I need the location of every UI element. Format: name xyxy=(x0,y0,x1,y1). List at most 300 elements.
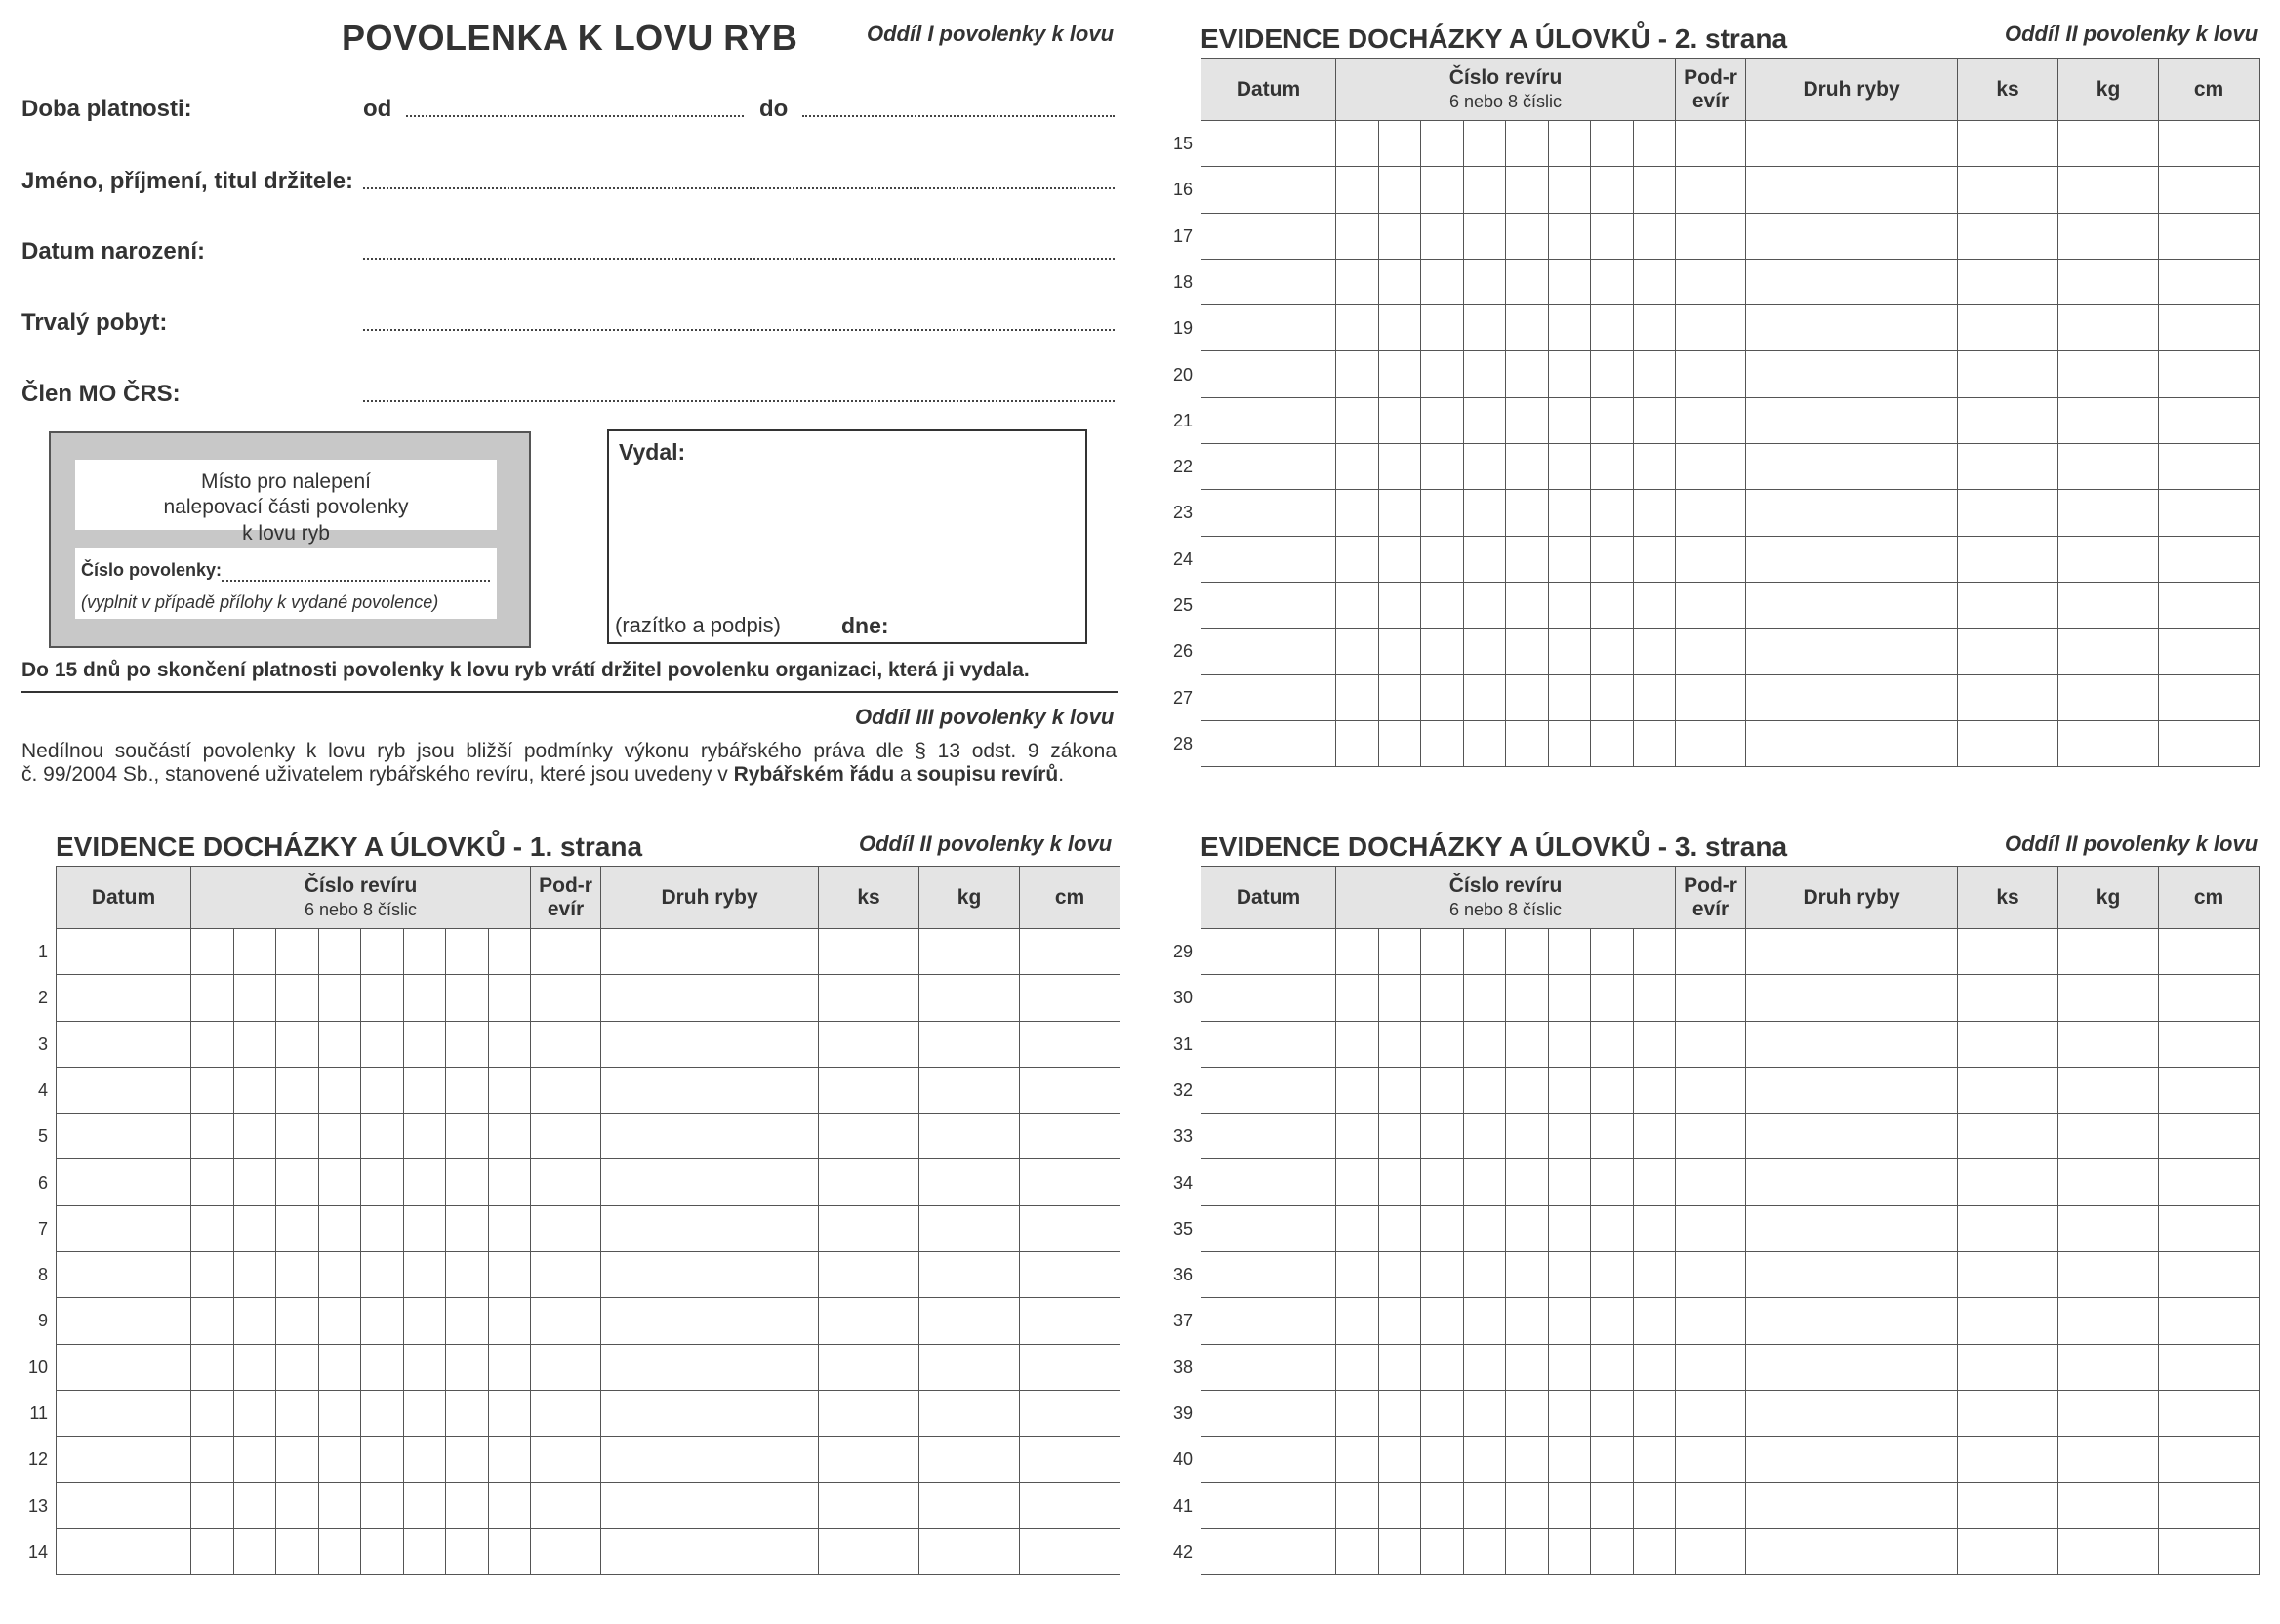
fishery-digit-cell[interactable] xyxy=(488,1021,531,1067)
count-cell[interactable] xyxy=(1958,629,2058,674)
weight-cell[interactable] xyxy=(919,1482,1020,1528)
weight-cell[interactable] xyxy=(2058,629,2159,674)
fishery-digit-cell[interactable] xyxy=(488,975,531,1021)
length-cell[interactable] xyxy=(1020,1528,1120,1574)
subfishery-cell[interactable] xyxy=(1676,1252,1746,1298)
fishery-digit-cell[interactable] xyxy=(1336,351,1379,397)
fishery-digit-cell[interactable] xyxy=(1633,1390,1676,1436)
weight-cell[interactable] xyxy=(2058,1482,2159,1528)
fishery-digit-cell[interactable] xyxy=(276,1298,319,1344)
fishery-digit-cell[interactable] xyxy=(1463,1482,1506,1528)
length-cell[interactable] xyxy=(2159,213,2260,259)
fishery-digit-cell[interactable] xyxy=(1633,444,1676,490)
fishery-digit-cell[interactable] xyxy=(488,1528,531,1574)
fishery-digit-cell[interactable] xyxy=(1421,1344,1464,1390)
count-cell[interactable] xyxy=(1958,1528,2058,1574)
fishery-digit-cell[interactable] xyxy=(1378,1390,1421,1436)
fishery-digit-cell[interactable] xyxy=(488,1067,531,1113)
date-cell[interactable] xyxy=(57,1067,191,1113)
length-cell[interactable] xyxy=(1020,1205,1120,1251)
validity-from-field[interactable] xyxy=(406,115,744,117)
date-cell[interactable] xyxy=(1201,213,1336,259)
fishery-digit-cell[interactable] xyxy=(1548,351,1591,397)
fishery-digit-cell[interactable] xyxy=(1421,629,1464,674)
fishery-digit-cell[interactable] xyxy=(1463,1159,1506,1205)
fishery-digit-cell[interactable] xyxy=(361,1390,404,1436)
length-cell[interactable] xyxy=(2159,167,2260,213)
fishery-digit-cell[interactable] xyxy=(1378,1482,1421,1528)
fishery-digit-cell[interactable] xyxy=(1548,305,1591,351)
fishery-digit-cell[interactable] xyxy=(1633,1205,1676,1251)
fishery-digit-cell[interactable] xyxy=(233,929,276,975)
fishery-digit-cell[interactable] xyxy=(233,1437,276,1482)
species-cell[interactable] xyxy=(1746,1482,1958,1528)
fishery-digit-cell[interactable] xyxy=(233,1482,276,1528)
species-cell[interactable] xyxy=(1746,1114,1958,1159)
species-cell[interactable] xyxy=(1746,121,1958,167)
fishery-digit-cell[interactable] xyxy=(1463,1205,1506,1251)
fishery-digit-cell[interactable] xyxy=(361,975,404,1021)
fishery-digit-cell[interactable] xyxy=(446,1159,489,1205)
fishery-digit-cell[interactable] xyxy=(233,1528,276,1574)
fishery-digit-cell[interactable] xyxy=(1506,582,1549,628)
fishery-digit-cell[interactable] xyxy=(1506,674,1549,720)
fishery-digit-cell[interactable] xyxy=(1463,582,1506,628)
fishery-digit-cell[interactable] xyxy=(1378,1067,1421,1113)
fishery-digit-cell[interactable] xyxy=(1336,1252,1379,1298)
count-cell[interactable] xyxy=(1958,1021,2058,1067)
fishery-digit-cell[interactable] xyxy=(403,1344,446,1390)
fishery-digit-cell[interactable] xyxy=(1633,1252,1676,1298)
fishery-digit-cell[interactable] xyxy=(1548,167,1591,213)
species-cell[interactable] xyxy=(1746,1159,1958,1205)
fishery-digit-cell[interactable] xyxy=(1633,305,1676,351)
subfishery-cell[interactable] xyxy=(531,1344,601,1390)
length-cell[interactable] xyxy=(1020,1390,1120,1436)
weight-cell[interactable] xyxy=(919,1252,1020,1298)
count-cell[interactable] xyxy=(1958,1390,2058,1436)
fishery-digit-cell[interactable] xyxy=(1506,1252,1549,1298)
fishery-digit-cell[interactable] xyxy=(488,1114,531,1159)
fishery-digit-cell[interactable] xyxy=(1421,305,1464,351)
length-cell[interactable] xyxy=(2159,1114,2260,1159)
fishery-digit-cell[interactable] xyxy=(1591,1437,1634,1482)
length-cell[interactable] xyxy=(2159,1252,2260,1298)
length-cell[interactable] xyxy=(1020,1482,1120,1528)
fishery-digit-cell[interactable] xyxy=(191,1528,234,1574)
fishery-digit-cell[interactable] xyxy=(1463,167,1506,213)
fishery-digit-cell[interactable] xyxy=(1591,1159,1634,1205)
fishery-digit-cell[interactable] xyxy=(1506,1344,1549,1390)
fishery-digit-cell[interactable] xyxy=(1463,536,1506,582)
subfishery-cell[interactable] xyxy=(1676,1205,1746,1251)
fishery-digit-cell[interactable] xyxy=(191,1390,234,1436)
fishery-digit-cell[interactable] xyxy=(1378,305,1421,351)
fishery-digit-cell[interactable] xyxy=(1548,674,1591,720)
fishery-digit-cell[interactable] xyxy=(1633,1067,1676,1113)
count-cell[interactable] xyxy=(1958,582,2058,628)
fishery-digit-cell[interactable] xyxy=(1463,259,1506,304)
length-cell[interactable] xyxy=(2159,582,2260,628)
date-cell[interactable] xyxy=(57,1159,191,1205)
fishery-digit-cell[interactable] xyxy=(1336,167,1379,213)
length-cell[interactable] xyxy=(1020,1437,1120,1482)
count-cell[interactable] xyxy=(1958,305,2058,351)
date-cell[interactable] xyxy=(1201,259,1336,304)
fishery-digit-cell[interactable] xyxy=(1421,1298,1464,1344)
count-cell[interactable] xyxy=(819,1021,919,1067)
fishery-digit-cell[interactable] xyxy=(1548,1252,1591,1298)
birth-date-field[interactable] xyxy=(363,258,1115,260)
fishery-digit-cell[interactable] xyxy=(191,1159,234,1205)
weight-cell[interactable] xyxy=(2058,1298,2159,1344)
fishery-digit-cell[interactable] xyxy=(488,1205,531,1251)
subfishery-cell[interactable] xyxy=(1676,1437,1746,1482)
date-cell[interactable] xyxy=(57,1252,191,1298)
subfishery-cell[interactable] xyxy=(531,975,601,1021)
weight-cell[interactable] xyxy=(2058,121,2159,167)
issued-by-box[interactable] xyxy=(607,429,1087,644)
fishery-digit-cell[interactable] xyxy=(1633,490,1676,536)
fishery-digit-cell[interactable] xyxy=(1506,1021,1549,1067)
fishery-digit-cell[interactable] xyxy=(403,1528,446,1574)
species-cell[interactable] xyxy=(601,929,819,975)
fishery-digit-cell[interactable] xyxy=(1421,929,1464,975)
fishery-digit-cell[interactable] xyxy=(1463,213,1506,259)
fishery-digit-cell[interactable] xyxy=(1378,1437,1421,1482)
weight-cell[interactable] xyxy=(2058,582,2159,628)
count-cell[interactable] xyxy=(1958,536,2058,582)
fishery-digit-cell[interactable] xyxy=(1463,1252,1506,1298)
fishery-digit-cell[interactable] xyxy=(1633,582,1676,628)
fishery-digit-cell[interactable] xyxy=(361,1159,404,1205)
length-cell[interactable] xyxy=(2159,1067,2260,1113)
species-cell[interactable] xyxy=(601,975,819,1021)
fishery-digit-cell[interactable] xyxy=(1548,259,1591,304)
fishery-digit-cell[interactable] xyxy=(191,929,234,975)
length-cell[interactable] xyxy=(1020,1114,1120,1159)
date-cell[interactable] xyxy=(57,929,191,975)
fishery-digit-cell[interactable] xyxy=(1506,536,1549,582)
date-cell[interactable] xyxy=(1201,536,1336,582)
length-cell[interactable] xyxy=(2159,1344,2260,1390)
fishery-digit-cell[interactable] xyxy=(1591,674,1634,720)
subfishery-cell[interactable] xyxy=(531,1528,601,1574)
fishery-digit-cell[interactable] xyxy=(1421,975,1464,1021)
fishery-digit-cell[interactable] xyxy=(1378,490,1421,536)
length-cell[interactable] xyxy=(2159,674,2260,720)
length-cell[interactable] xyxy=(2159,536,2260,582)
date-cell[interactable] xyxy=(1201,1252,1336,1298)
length-cell[interactable] xyxy=(1020,1344,1120,1390)
date-cell[interactable] xyxy=(1201,351,1336,397)
fishery-digit-cell[interactable] xyxy=(1548,536,1591,582)
fishery-digit-cell[interactable] xyxy=(318,1205,361,1251)
species-cell[interactable] xyxy=(1746,582,1958,628)
count-cell[interactable] xyxy=(819,1482,919,1528)
subfishery-cell[interactable] xyxy=(1676,305,1746,351)
date-cell[interactable] xyxy=(1201,397,1336,443)
fishery-digit-cell[interactable] xyxy=(1633,1528,1676,1574)
subfishery-cell[interactable] xyxy=(1676,167,1746,213)
length-cell[interactable] xyxy=(2159,629,2260,674)
fishery-digit-cell[interactable] xyxy=(191,975,234,1021)
weight-cell[interactable] xyxy=(919,1114,1020,1159)
fishery-digit-cell[interactable] xyxy=(1591,1344,1634,1390)
holder-field[interactable] xyxy=(363,187,1115,189)
count-cell[interactable] xyxy=(1958,259,2058,304)
fishery-digit-cell[interactable] xyxy=(1633,1114,1676,1159)
fishery-digit-cell[interactable] xyxy=(1463,929,1506,975)
fishery-digit-cell[interactable] xyxy=(1421,720,1464,766)
species-cell[interactable] xyxy=(1746,351,1958,397)
fishery-digit-cell[interactable] xyxy=(488,1159,531,1205)
length-cell[interactable] xyxy=(2159,121,2260,167)
permit-number-field[interactable] xyxy=(222,580,490,582)
fishery-digit-cell[interactable] xyxy=(446,929,489,975)
fishery-digit-cell[interactable] xyxy=(233,1205,276,1251)
date-cell[interactable] xyxy=(57,1298,191,1344)
fishery-digit-cell[interactable] xyxy=(1633,629,1676,674)
date-cell[interactable] xyxy=(57,1344,191,1390)
fishery-digit-cell[interactable] xyxy=(276,1528,319,1574)
length-cell[interactable] xyxy=(2159,397,2260,443)
count-cell[interactable] xyxy=(819,1067,919,1113)
fishery-digit-cell[interactable] xyxy=(1633,975,1676,1021)
fishery-digit-cell[interactable] xyxy=(1591,1528,1634,1574)
fishery-digit-cell[interactable] xyxy=(361,1021,404,1067)
weight-cell[interactable] xyxy=(2058,490,2159,536)
fishery-digit-cell[interactable] xyxy=(403,1482,446,1528)
date-cell[interactable] xyxy=(1201,167,1336,213)
fishery-digit-cell[interactable] xyxy=(1591,1021,1634,1067)
fishery-digit-cell[interactable] xyxy=(1548,1344,1591,1390)
date-cell[interactable] xyxy=(1201,1344,1336,1390)
fishery-digit-cell[interactable] xyxy=(1633,1437,1676,1482)
fishery-digit-cell[interactable] xyxy=(1506,490,1549,536)
member-field[interactable] xyxy=(363,400,1115,402)
fishery-digit-cell[interactable] xyxy=(1378,629,1421,674)
fishery-digit-cell[interactable] xyxy=(1548,1390,1591,1436)
fishery-digit-cell[interactable] xyxy=(488,1298,531,1344)
length-cell[interactable] xyxy=(2159,720,2260,766)
species-cell[interactable] xyxy=(601,1021,819,1067)
fishery-digit-cell[interactable] xyxy=(1463,720,1506,766)
fishery-digit-cell[interactable] xyxy=(1506,444,1549,490)
species-cell[interactable] xyxy=(1746,1298,1958,1344)
fishery-digit-cell[interactable] xyxy=(1336,1021,1379,1067)
subfishery-cell[interactable] xyxy=(531,1298,601,1344)
fishery-digit-cell[interactable] xyxy=(318,1390,361,1436)
fishery-digit-cell[interactable] xyxy=(1378,121,1421,167)
fishery-digit-cell[interactable] xyxy=(1506,929,1549,975)
length-cell[interactable] xyxy=(2159,351,2260,397)
subfishery-cell[interactable] xyxy=(1676,213,1746,259)
fishery-digit-cell[interactable] xyxy=(1506,720,1549,766)
subfishery-cell[interactable] xyxy=(1676,536,1746,582)
fishery-digit-cell[interactable] xyxy=(1591,629,1634,674)
weight-cell[interactable] xyxy=(2058,305,2159,351)
weight-cell[interactable] xyxy=(2058,1159,2159,1205)
fishery-digit-cell[interactable] xyxy=(191,1344,234,1390)
species-cell[interactable] xyxy=(1746,1021,1958,1067)
date-cell[interactable] xyxy=(57,1114,191,1159)
fishery-digit-cell[interactable] xyxy=(1506,629,1549,674)
fishery-digit-cell[interactable] xyxy=(1506,1298,1549,1344)
count-cell[interactable] xyxy=(819,1298,919,1344)
fishery-digit-cell[interactable] xyxy=(191,1437,234,1482)
fishery-digit-cell[interactable] xyxy=(488,1437,531,1482)
fishery-digit-cell[interactable] xyxy=(1548,1021,1591,1067)
weight-cell[interactable] xyxy=(2058,444,2159,490)
fishery-digit-cell[interactable] xyxy=(318,1067,361,1113)
fishery-digit-cell[interactable] xyxy=(1633,1021,1676,1067)
count-cell[interactable] xyxy=(1958,720,2058,766)
date-cell[interactable] xyxy=(1201,929,1336,975)
fishery-digit-cell[interactable] xyxy=(446,1344,489,1390)
subfishery-cell[interactable] xyxy=(1676,1114,1746,1159)
fishery-digit-cell[interactable] xyxy=(276,1390,319,1436)
weight-cell[interactable] xyxy=(2058,929,2159,975)
fishery-digit-cell[interactable] xyxy=(1378,1021,1421,1067)
count-cell[interactable] xyxy=(819,975,919,1021)
fishery-digit-cell[interactable] xyxy=(1591,1390,1634,1436)
count-cell[interactable] xyxy=(1958,490,2058,536)
fishery-digit-cell[interactable] xyxy=(1463,975,1506,1021)
count-cell[interactable] xyxy=(1958,397,2058,443)
fishery-digit-cell[interactable] xyxy=(276,975,319,1021)
fishery-digit-cell[interactable] xyxy=(1548,1159,1591,1205)
fishery-digit-cell[interactable] xyxy=(1548,1205,1591,1251)
subfishery-cell[interactable] xyxy=(1676,1021,1746,1067)
fishery-digit-cell[interactable] xyxy=(1591,929,1634,975)
fishery-digit-cell[interactable] xyxy=(446,1437,489,1482)
date-cell[interactable] xyxy=(1201,629,1336,674)
count-cell[interactable] xyxy=(819,1390,919,1436)
fishery-digit-cell[interactable] xyxy=(233,1298,276,1344)
fishery-digit-cell[interactable] xyxy=(446,1252,489,1298)
fishery-digit-cell[interactable] xyxy=(1548,121,1591,167)
species-cell[interactable] xyxy=(1746,444,1958,490)
length-cell[interactable] xyxy=(2159,929,2260,975)
subfishery-cell[interactable] xyxy=(531,1437,601,1482)
fishery-digit-cell[interactable] xyxy=(233,1114,276,1159)
fishery-digit-cell[interactable] xyxy=(1421,397,1464,443)
weight-cell[interactable] xyxy=(919,1021,1020,1067)
count-cell[interactable] xyxy=(819,1205,919,1251)
weight-cell[interactable] xyxy=(2058,720,2159,766)
date-cell[interactable] xyxy=(57,975,191,1021)
date-cell[interactable] xyxy=(1201,1298,1336,1344)
subfishery-cell[interactable] xyxy=(531,1067,601,1113)
subfishery-cell[interactable] xyxy=(531,1114,601,1159)
fishery-digit-cell[interactable] xyxy=(1421,1437,1464,1482)
fishery-digit-cell[interactable] xyxy=(1591,351,1634,397)
count-cell[interactable] xyxy=(1958,674,2058,720)
fishery-digit-cell[interactable] xyxy=(1378,720,1421,766)
fishery-digit-cell[interactable] xyxy=(1633,121,1676,167)
fishery-digit-cell[interactable] xyxy=(1548,1067,1591,1113)
fishery-digit-cell[interactable] xyxy=(1463,121,1506,167)
fishery-digit-cell[interactable] xyxy=(361,1482,404,1528)
fishery-digit-cell[interactable] xyxy=(318,1252,361,1298)
fishery-digit-cell[interactable] xyxy=(1591,167,1634,213)
fishery-digit-cell[interactable] xyxy=(1378,1252,1421,1298)
date-cell[interactable] xyxy=(1201,975,1336,1021)
date-cell[interactable] xyxy=(1201,1021,1336,1067)
fishery-digit-cell[interactable] xyxy=(276,1205,319,1251)
count-cell[interactable] xyxy=(819,1114,919,1159)
fishery-digit-cell[interactable] xyxy=(403,1114,446,1159)
subfishery-cell[interactable] xyxy=(1676,259,1746,304)
fishery-digit-cell[interactable] xyxy=(1591,305,1634,351)
fishery-digit-cell[interactable] xyxy=(1548,929,1591,975)
fishery-digit-cell[interactable] xyxy=(276,929,319,975)
weight-cell[interactable] xyxy=(919,1528,1020,1574)
fishery-digit-cell[interactable] xyxy=(488,929,531,975)
fishery-digit-cell[interactable] xyxy=(1378,444,1421,490)
species-cell[interactable] xyxy=(1746,397,1958,443)
date-cell[interactable] xyxy=(57,1528,191,1574)
length-cell[interactable] xyxy=(2159,490,2260,536)
subfishery-cell[interactable] xyxy=(1676,1067,1746,1113)
date-cell[interactable] xyxy=(1201,1528,1336,1574)
weight-cell[interactable] xyxy=(2058,1390,2159,1436)
species-cell[interactable] xyxy=(1746,1067,1958,1113)
fishery-digit-cell[interactable] xyxy=(1463,1528,1506,1574)
fishery-digit-cell[interactable] xyxy=(1336,213,1379,259)
fishery-digit-cell[interactable] xyxy=(403,1067,446,1113)
weight-cell[interactable] xyxy=(2058,674,2159,720)
date-cell[interactable] xyxy=(57,1205,191,1251)
count-cell[interactable] xyxy=(1958,444,2058,490)
length-cell[interactable] xyxy=(1020,975,1120,1021)
fishery-digit-cell[interactable] xyxy=(318,1159,361,1205)
count-cell[interactable] xyxy=(819,1437,919,1482)
species-cell[interactable] xyxy=(1746,1252,1958,1298)
fishery-digit-cell[interactable] xyxy=(403,975,446,1021)
species-cell[interactable] xyxy=(1746,490,1958,536)
subfishery-cell[interactable] xyxy=(1676,1344,1746,1390)
count-cell[interactable] xyxy=(1958,1067,2058,1113)
fishery-digit-cell[interactable] xyxy=(1378,397,1421,443)
subfishery-cell[interactable] xyxy=(1676,1159,1746,1205)
weight-cell[interactable] xyxy=(2058,1067,2159,1113)
fishery-digit-cell[interactable] xyxy=(1378,975,1421,1021)
fishery-digit-cell[interactable] xyxy=(318,1021,361,1067)
fishery-digit-cell[interactable] xyxy=(488,1390,531,1436)
subfishery-cell[interactable] xyxy=(1676,1482,1746,1528)
length-cell[interactable] xyxy=(2159,1437,2260,1482)
fishery-digit-cell[interactable] xyxy=(1336,1114,1379,1159)
fishery-digit-cell[interactable] xyxy=(1378,536,1421,582)
fishery-digit-cell[interactable] xyxy=(1548,1298,1591,1344)
fishery-digit-cell[interactable] xyxy=(1378,351,1421,397)
fishery-digit-cell[interactable] xyxy=(1378,674,1421,720)
fishery-digit-cell[interactable] xyxy=(1506,1067,1549,1113)
fishery-digit-cell[interactable] xyxy=(403,929,446,975)
species-cell[interactable] xyxy=(601,1067,819,1113)
species-cell[interactable] xyxy=(1746,259,1958,304)
fishery-digit-cell[interactable] xyxy=(1463,1021,1506,1067)
fishery-digit-cell[interactable] xyxy=(191,1205,234,1251)
fishery-digit-cell[interactable] xyxy=(1548,1528,1591,1574)
date-cell[interactable] xyxy=(1201,444,1336,490)
weight-cell[interactable] xyxy=(919,1067,1020,1113)
fishery-digit-cell[interactable] xyxy=(1336,1482,1379,1528)
subfishery-cell[interactable] xyxy=(531,1482,601,1528)
fishery-digit-cell[interactable] xyxy=(1336,1067,1379,1113)
